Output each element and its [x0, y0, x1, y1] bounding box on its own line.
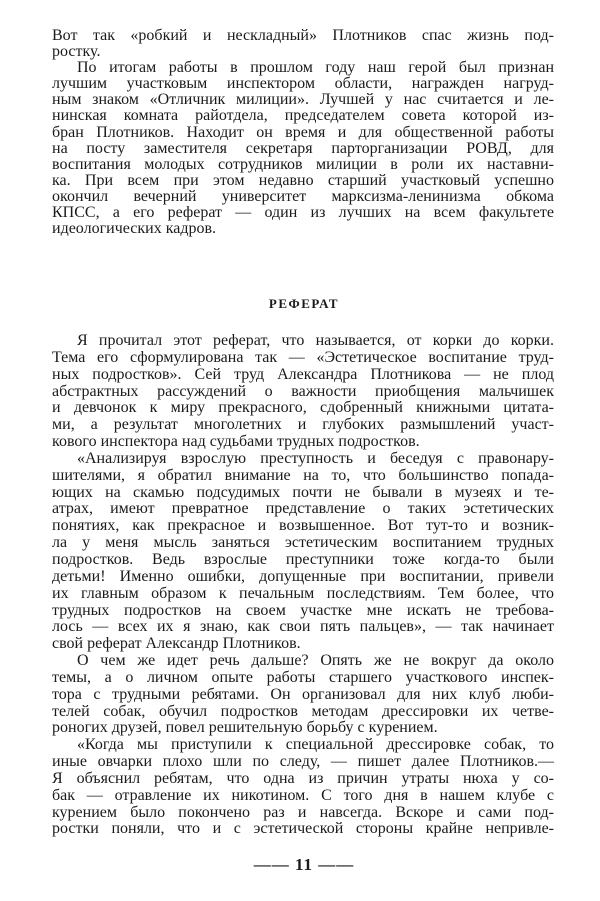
text-line: «Когда мы приступили к специальной дрессировке собак, то: [77, 736, 554, 754]
text-line: бак — отравление их никотином. С того дня в нашем клубе с: [52, 786, 554, 804]
text-line: О чем же идет речь дальше? Опять же не вокруг да около: [77, 652, 554, 670]
section-heading: РЕФЕРАТ: [268, 296, 340, 311]
text-line: лучшим участковым инспектором области, награжден нагруд-: [52, 75, 554, 93]
text-line: ным знаком «Отличник милиции». Лучшей у нас считается и ле-: [52, 91, 554, 109]
text-line: ростку.: [52, 43, 101, 61]
text-line: Я объяснил ребятам, что одна из причин утраты нюха у со-: [52, 769, 554, 787]
paragraph: [52, 28, 554, 60]
paragraph: [52, 451, 554, 653]
text-line: бран Плотников. Находит он время и для общественной работы: [52, 123, 554, 141]
text-line: ных подростков». Сей труд Александра Плотникова — не плод: [52, 365, 554, 383]
paragraph: [52, 333, 554, 451]
paragraph: [52, 60, 554, 237]
paragraph: [52, 737, 554, 838]
text-line: воспитания молодых сотрудников милиции в роли их наставни-: [52, 155, 554, 173]
text-line: понятиях, как прекрасное и возвышенное. Вот тут-то и возник-: [52, 517, 554, 535]
text-line: окончил вечерний университет марксизма-ленинизма обкома: [52, 187, 554, 205]
page-number: —— 11 ——: [253, 855, 355, 874]
text-line: детьми! Именно ошибки, допущенные при воспитании, привели: [52, 567, 554, 585]
text-line: «Анализируя взрослую преступность и беседуя с правонару-: [77, 449, 554, 467]
text-line: кового инспектора над судьбами трудных подростков.: [52, 433, 420, 451]
text-line: лось — всех их я знаю, как свои пять пальцев», — так начинает: [52, 618, 554, 636]
text-line: и девчонок к миру прекрасного, сдобренный книжными цитата-: [52, 399, 554, 417]
text-line: нинская комната райотдела, председателем совета которой из-: [52, 107, 554, 125]
text-line: тора с трудными ребятами. Он организовал для них клуб люби-: [52, 685, 554, 703]
text-line: свой реферат Александр Плотников.: [52, 635, 301, 653]
text-line: курением было покончено раз и навсегда. Вскоре и сами под-: [52, 803, 554, 821]
text-line: на посту заместителя секретаря парторганизации РОВД, для: [52, 139, 554, 157]
text-line: роногих друзей, повел решительную борьбу с курением.: [52, 719, 438, 737]
text-line: трудных подростков на своем участке мне искать не требова-: [52, 601, 554, 619]
text-line: телей собак, обучил подростков методам дрессировки их четве-: [52, 702, 554, 720]
text-line: иные овчарки плохо шли по следу, — пишет далее Плотников.—: [52, 753, 554, 771]
text-line: идеологических кадров.: [52, 220, 217, 238]
text-line: ющих на скамью подсудимых почти не бывали в музеях и те-: [52, 483, 554, 501]
text-line: ка. При всем при этом недавно старший участковый успешно: [52, 171, 554, 189]
text-line: КПСС, а его реферат — один из лучших на всем факультете: [52, 204, 554, 222]
text-line: атрах, имеют превратное представление о таких эстетических: [52, 500, 554, 518]
text-line: их главным образом к печальным последствиям. Тем более, что: [52, 584, 554, 602]
text-line: По итогам работы в прошлом году наш герой был признан: [77, 59, 554, 77]
text-line: шителями, я обратил внимание на то, что большинство попада-: [52, 466, 554, 484]
text-line: подростков. Ведь взрослые преступники тоже когда-то были: [52, 550, 554, 568]
text-line: Тема его сформулирована так — «Эстетическое воспитание труд-: [52, 348, 554, 366]
text-line: Я прочитал этот реферат, что называется, от корки до корки.: [77, 332, 554, 349]
text-line: ростки поняли, что и с эстетической стороны крайне непривле-: [52, 820, 554, 838]
text-line: Вот так «робкий и нескладный» Плотников спас жизнь под-: [52, 27, 554, 44]
text-section-referat: [52, 333, 554, 838]
text-line: ми, а результат многолетних и глубоких размышлений участ-: [52, 416, 554, 434]
paragraph: [52, 653, 554, 737]
text-line: абстрактных рассуждений о важности приобщения мальчишек: [52, 382, 554, 400]
text-line: ла у меня мысль заняться эстетическим воспитанием трудных: [52, 534, 554, 552]
text-line: темы, а о личном опыте работы старшего участкового инспек-: [52, 668, 554, 686]
text-section-intro: [52, 28, 554, 237]
